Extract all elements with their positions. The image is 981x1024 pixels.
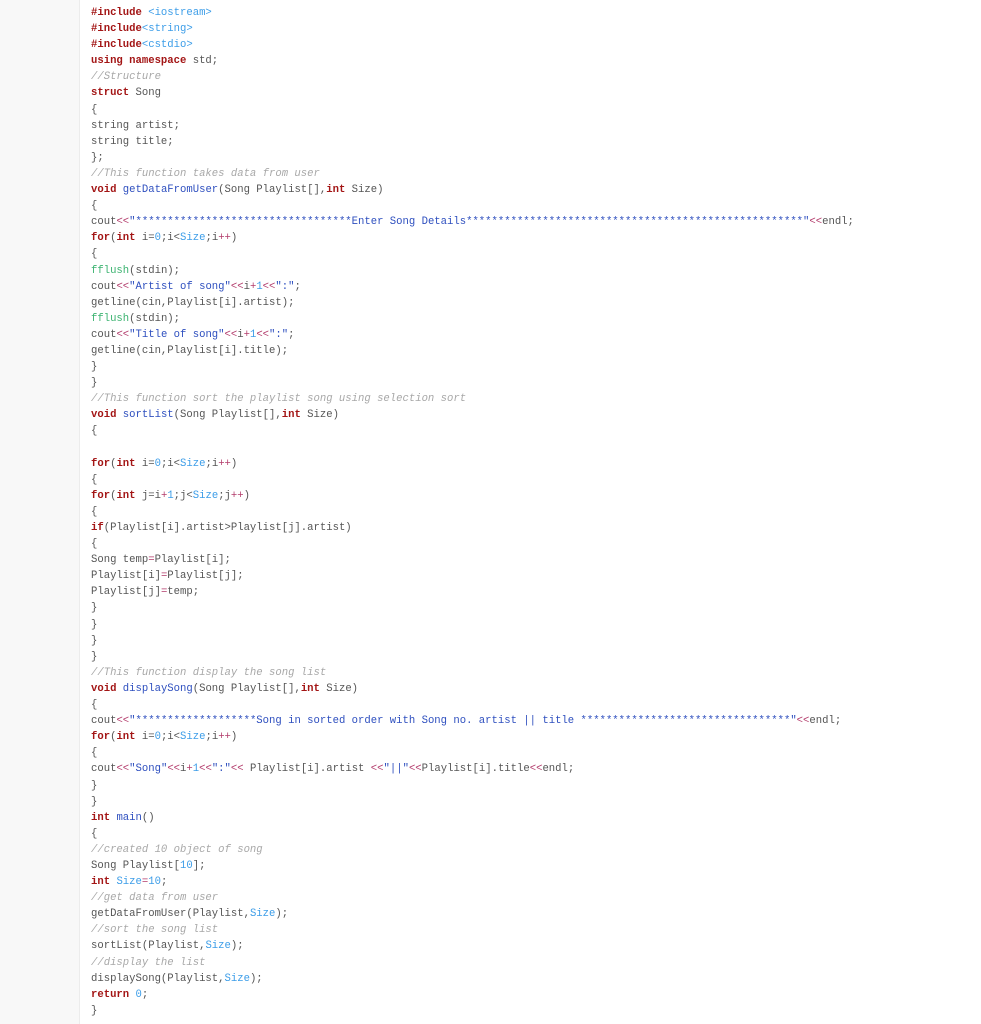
code-token: cout	[91, 216, 117, 229]
code-token: 0	[154, 731, 161, 744]
code-line	[91, 729, 854, 745]
code-token: string title;	[91, 135, 174, 148]
code-token: <<	[529, 763, 543, 776]
code-line	[91, 584, 854, 600]
code-token: <<	[116, 280, 130, 293]
code-token: }	[91, 602, 98, 615]
code-line	[91, 713, 854, 729]
code-line	[91, 568, 854, 584]
code-token: Size)	[300, 409, 339, 422]
code-token: }	[91, 634, 98, 647]
code-token: <<	[116, 715, 130, 728]
code-token: getDataFromUser	[122, 184, 219, 197]
code-token: (	[110, 489, 117, 502]
code-token: "Song"	[129, 763, 168, 776]
code-token: displaySong(Playlist,	[91, 972, 225, 985]
code-line	[91, 456, 854, 472]
code-token: ++	[218, 731, 231, 744]
code-line	[91, 665, 854, 681]
code-token: )	[230, 731, 238, 744]
code-token: //created 10 object of song	[91, 843, 263, 856]
code-token: //get data from user	[91, 892, 219, 905]
code-token: for	[91, 489, 111, 502]
code-token: );	[275, 908, 289, 921]
code-token: for	[91, 457, 111, 470]
code-token: "||"	[383, 763, 409, 776]
code-token: {	[91, 200, 98, 213]
code-token: //This function display the song list	[91, 666, 327, 679]
code-token: //This function sort the playlist song using selection sort	[91, 393, 467, 406]
code-token: }	[91, 795, 98, 808]
code-token: if	[91, 522, 104, 534]
code-token: "**********************************Enter Song Details*****************************************************"	[129, 216, 810, 229]
code-line	[91, 69, 854, 85]
code-token: (	[110, 457, 117, 470]
code-token: //sort the song list	[91, 924, 219, 937]
code-token: <cstdio>	[141, 39, 193, 52]
code-line	[91, 778, 854, 794]
code-line	[91, 987, 854, 1003]
code-token: Playlist[j]	[91, 586, 161, 599]
code-token: "*******************Song in sorted order with Song no. artist || title *********************************"	[129, 715, 797, 728]
code-line	[91, 761, 854, 777]
code-token: 1	[167, 489, 174, 502]
code-line	[91, 150, 854, 166]
code-line	[91, 906, 854, 922]
code-token: ;i	[205, 232, 219, 245]
code-token: Song	[129, 87, 161, 100]
code-line	[91, 938, 854, 954]
code-line	[91, 423, 854, 439]
code-token: i=	[135, 457, 155, 470]
code-token: {	[91, 747, 98, 760]
code-token: {	[91, 248, 98, 261]
code-line	[91, 53, 854, 69]
code-line	[91, 1003, 854, 1019]
code-token: (Song Playlist[],	[173, 409, 282, 422]
code-token: }	[91, 618, 98, 631]
code-token: +	[243, 328, 250, 341]
code-token: )	[243, 489, 250, 502]
code-token: <<	[116, 216, 130, 229]
code-token: //This function takes data from user	[91, 167, 320, 180]
code-token: };	[91, 151, 104, 164]
code-line	[91, 794, 854, 810]
code-line	[91, 842, 854, 858]
code-line	[91, 198, 854, 214]
code-token: endl;	[822, 216, 854, 229]
code-line	[91, 745, 854, 761]
code-token: +	[160, 489, 168, 502]
code-line	[91, 214, 854, 230]
code-token: using namespace	[91, 55, 187, 68]
code-token: ":"	[211, 763, 231, 776]
code-token: ;	[160, 876, 168, 889]
code-line	[91, 440, 854, 456]
code-token: int	[116, 489, 136, 502]
code-token: i	[180, 763, 187, 776]
code-token: Playlist[i].artist	[243, 763, 371, 776]
code-line	[91, 633, 854, 649]
code-token: <<	[116, 763, 130, 776]
code-token: Playlist[i];	[154, 554, 231, 567]
code-token: #include	[91, 7, 142, 19]
code-token: <<	[408, 763, 422, 776]
code-line	[91, 279, 854, 295]
code-token: {	[91, 538, 98, 551]
code-token: Size	[192, 489, 219, 502]
code-token: i	[243, 280, 250, 293]
code-token: ;i<	[160, 457, 181, 470]
code-token: 0	[154, 232, 161, 245]
code-token: i=	[135, 232, 155, 245]
code-token: {	[91, 699, 98, 712]
code-token: //display the list	[91, 956, 206, 969]
code-token: cout	[91, 763, 117, 776]
code-token: int	[326, 184, 346, 197]
code-line	[91, 5, 854, 21]
code-token: getline(cin,Playlist[i].artist);	[91, 296, 295, 309]
code-token: int	[116, 232, 136, 245]
code-token: {	[91, 425, 98, 438]
code-token: <<	[262, 280, 276, 293]
code-token: int	[300, 682, 320, 695]
code-token: int	[91, 811, 111, 824]
code-line	[91, 166, 854, 182]
code-token: ];	[192, 859, 206, 872]
code-token: 0	[154, 457, 161, 470]
code-token: "Title of song"	[129, 328, 225, 341]
code-token: =	[141, 876, 149, 889]
code-token: ++	[230, 489, 244, 502]
code-line	[91, 488, 854, 504]
code-token: getline(cin,Playlist[i].title);	[91, 344, 289, 357]
code-line	[91, 520, 854, 536]
code-token: ++	[218, 232, 231, 245]
code-token: 1	[249, 328, 257, 341]
code-token: void	[91, 409, 117, 422]
code-token: void	[91, 682, 117, 695]
code-token: );	[249, 972, 263, 985]
code-token: <<	[256, 328, 270, 341]
code-token: (stdin);	[129, 264, 181, 277]
code-block[interactable]	[91, 5, 854, 1019]
code-line	[91, 343, 854, 359]
code-token: {	[91, 827, 98, 840]
code-token: getDataFromUser(Playlist,	[91, 908, 250, 921]
code-token: sortList(Playlist,	[91, 940, 206, 953]
code-line	[91, 37, 854, 53]
code-token: cout	[91, 280, 117, 293]
code-token: i=	[135, 731, 155, 744]
code-line	[91, 600, 854, 616]
code-token: Size	[224, 972, 250, 985]
code-token: Size)	[345, 184, 384, 197]
code-token: Size	[180, 457, 206, 470]
code-line	[91, 359, 854, 375]
code-token: <<	[116, 328, 130, 341]
code-line	[91, 649, 854, 665]
code-line	[91, 375, 854, 391]
code-token: displaySong	[122, 682, 193, 695]
code-token: }	[91, 779, 98, 792]
code-token: }	[91, 650, 98, 663]
code-token: {	[91, 505, 98, 518]
code-token: Size	[249, 908, 276, 921]
code-token: ;	[288, 328, 295, 341]
code-token: )	[230, 232, 238, 245]
code-token: }	[91, 1004, 98, 1017]
code-line	[91, 955, 854, 971]
code-line	[91, 230, 854, 246]
code-token: endl;	[809, 715, 842, 728]
code-line	[91, 922, 854, 938]
code-token: void	[91, 184, 117, 197]
code-token: cout	[91, 328, 117, 341]
code-token: Size	[205, 940, 231, 953]
code-token: j=i	[135, 489, 161, 502]
code-token: ;i	[205, 457, 219, 470]
code-line	[91, 617, 854, 633]
code-token: <<	[199, 763, 212, 776]
code-line	[91, 681, 854, 697]
code-token: int	[116, 457, 136, 470]
code-token: "Artist of song"	[129, 280, 231, 293]
code-token: <<	[230, 280, 244, 293]
code-line	[91, 858, 854, 874]
code-line	[91, 536, 854, 552]
code-token: <<	[230, 763, 244, 776]
code-token: (Song Playlist[],	[218, 184, 327, 197]
code-token: int	[281, 409, 301, 422]
code-line	[91, 971, 854, 987]
code-token: <<	[224, 328, 238, 341]
code-line	[91, 810, 854, 826]
code-token: cout	[91, 715, 117, 728]
code-token: )	[230, 457, 238, 470]
code-token: 1	[192, 763, 200, 776]
code-line	[91, 552, 854, 568]
code-token: for	[91, 731, 111, 744]
code-token: Playlist[j];	[167, 570, 244, 583]
code-line	[91, 874, 854, 890]
code-token: return	[91, 988, 130, 1001]
code-token: #include	[91, 23, 142, 36]
code-token: <<	[809, 216, 823, 229]
code-token: std;	[186, 55, 219, 68]
code-token: Playlist[i]	[91, 570, 161, 583]
code-token: (	[110, 232, 117, 245]
code-token: ++	[218, 457, 231, 470]
code-token: =	[148, 554, 155, 567]
gutter-divider	[79, 0, 80, 1024]
code-token: temp;	[167, 586, 200, 599]
code-token: =	[160, 586, 168, 599]
code-line	[91, 311, 854, 327]
code-token: ":"	[275, 280, 295, 293]
code-token: ;	[141, 988, 149, 1001]
code-token: endl;	[542, 763, 575, 776]
code-token: ()	[141, 811, 155, 824]
code-token: +	[186, 763, 193, 776]
code-token: 10	[148, 876, 161, 889]
code-line	[91, 134, 854, 150]
code-token: 0	[135, 988, 142, 1001]
code-line	[91, 697, 854, 713]
code-line	[91, 391, 854, 407]
code-token: (	[110, 731, 117, 744]
code-token: Size	[180, 731, 206, 744]
code-token: {	[91, 103, 98, 116]
code-line	[91, 890, 854, 906]
code-token: int	[91, 876, 111, 889]
code-token: ;j	[218, 489, 231, 502]
code-line	[91, 327, 854, 343]
code-token: (stdin);	[129, 312, 181, 325]
code-token: i	[237, 328, 244, 341]
code-token: sortList	[122, 409, 174, 422]
code-token: 10	[180, 859, 193, 872]
line-gutter	[0, 0, 79, 1024]
code-token: <iostream>	[148, 7, 212, 19]
code-line	[91, 263, 854, 279]
code-token: for	[91, 232, 111, 245]
code-token: Size	[180, 232, 206, 245]
code-line	[91, 504, 854, 520]
code-token: ;i<	[160, 731, 181, 744]
code-token: 1	[256, 280, 263, 293]
code-token: <string>	[141, 23, 193, 36]
code-token: Song Playlist[	[91, 859, 181, 872]
code-token: }	[91, 361, 98, 374]
code-token: main	[116, 811, 142, 824]
code-line	[91, 118, 854, 134]
code-token: <<	[370, 763, 384, 776]
code-token: <<	[796, 715, 810, 728]
code-token: struct	[91, 87, 130, 100]
code-token: (Song Playlist[],	[192, 682, 301, 695]
code-token: ;i<	[160, 232, 181, 245]
code-token: }	[91, 377, 98, 390]
code-line	[91, 246, 854, 262]
code-line	[91, 472, 854, 488]
code-token: );	[230, 940, 244, 953]
code-token: Playlist[i].title	[421, 763, 530, 776]
code-token: ":"	[269, 328, 289, 341]
code-token: fflush	[91, 264, 130, 277]
code-token: ;i	[205, 731, 219, 744]
code-token: Size)	[319, 682, 359, 695]
code-line	[91, 182, 854, 198]
code-line	[91, 85, 854, 101]
code-line	[91, 21, 854, 37]
code-token: {	[91, 473, 98, 486]
code-token: string artist;	[91, 119, 181, 132]
code-token: ;	[294, 280, 301, 293]
code-line	[91, 407, 854, 423]
code-token: //Structure	[91, 71, 161, 84]
code-token: Size	[116, 876, 142, 889]
code-line	[91, 826, 854, 842]
code-line	[91, 295, 854, 311]
code-token: =	[160, 570, 168, 583]
code-token: fflush	[91, 312, 130, 325]
code-token: <<	[167, 763, 181, 776]
code-token: #include	[91, 39, 142, 52]
code-token: +	[249, 280, 257, 293]
code-token: (Playlist[i].artist>Playlist[j].artist)	[103, 522, 352, 534]
code-token: Song temp	[91, 554, 149, 567]
code-token: int	[116, 731, 136, 744]
code-line	[91, 102, 854, 118]
code-token: ;j<	[173, 489, 193, 502]
